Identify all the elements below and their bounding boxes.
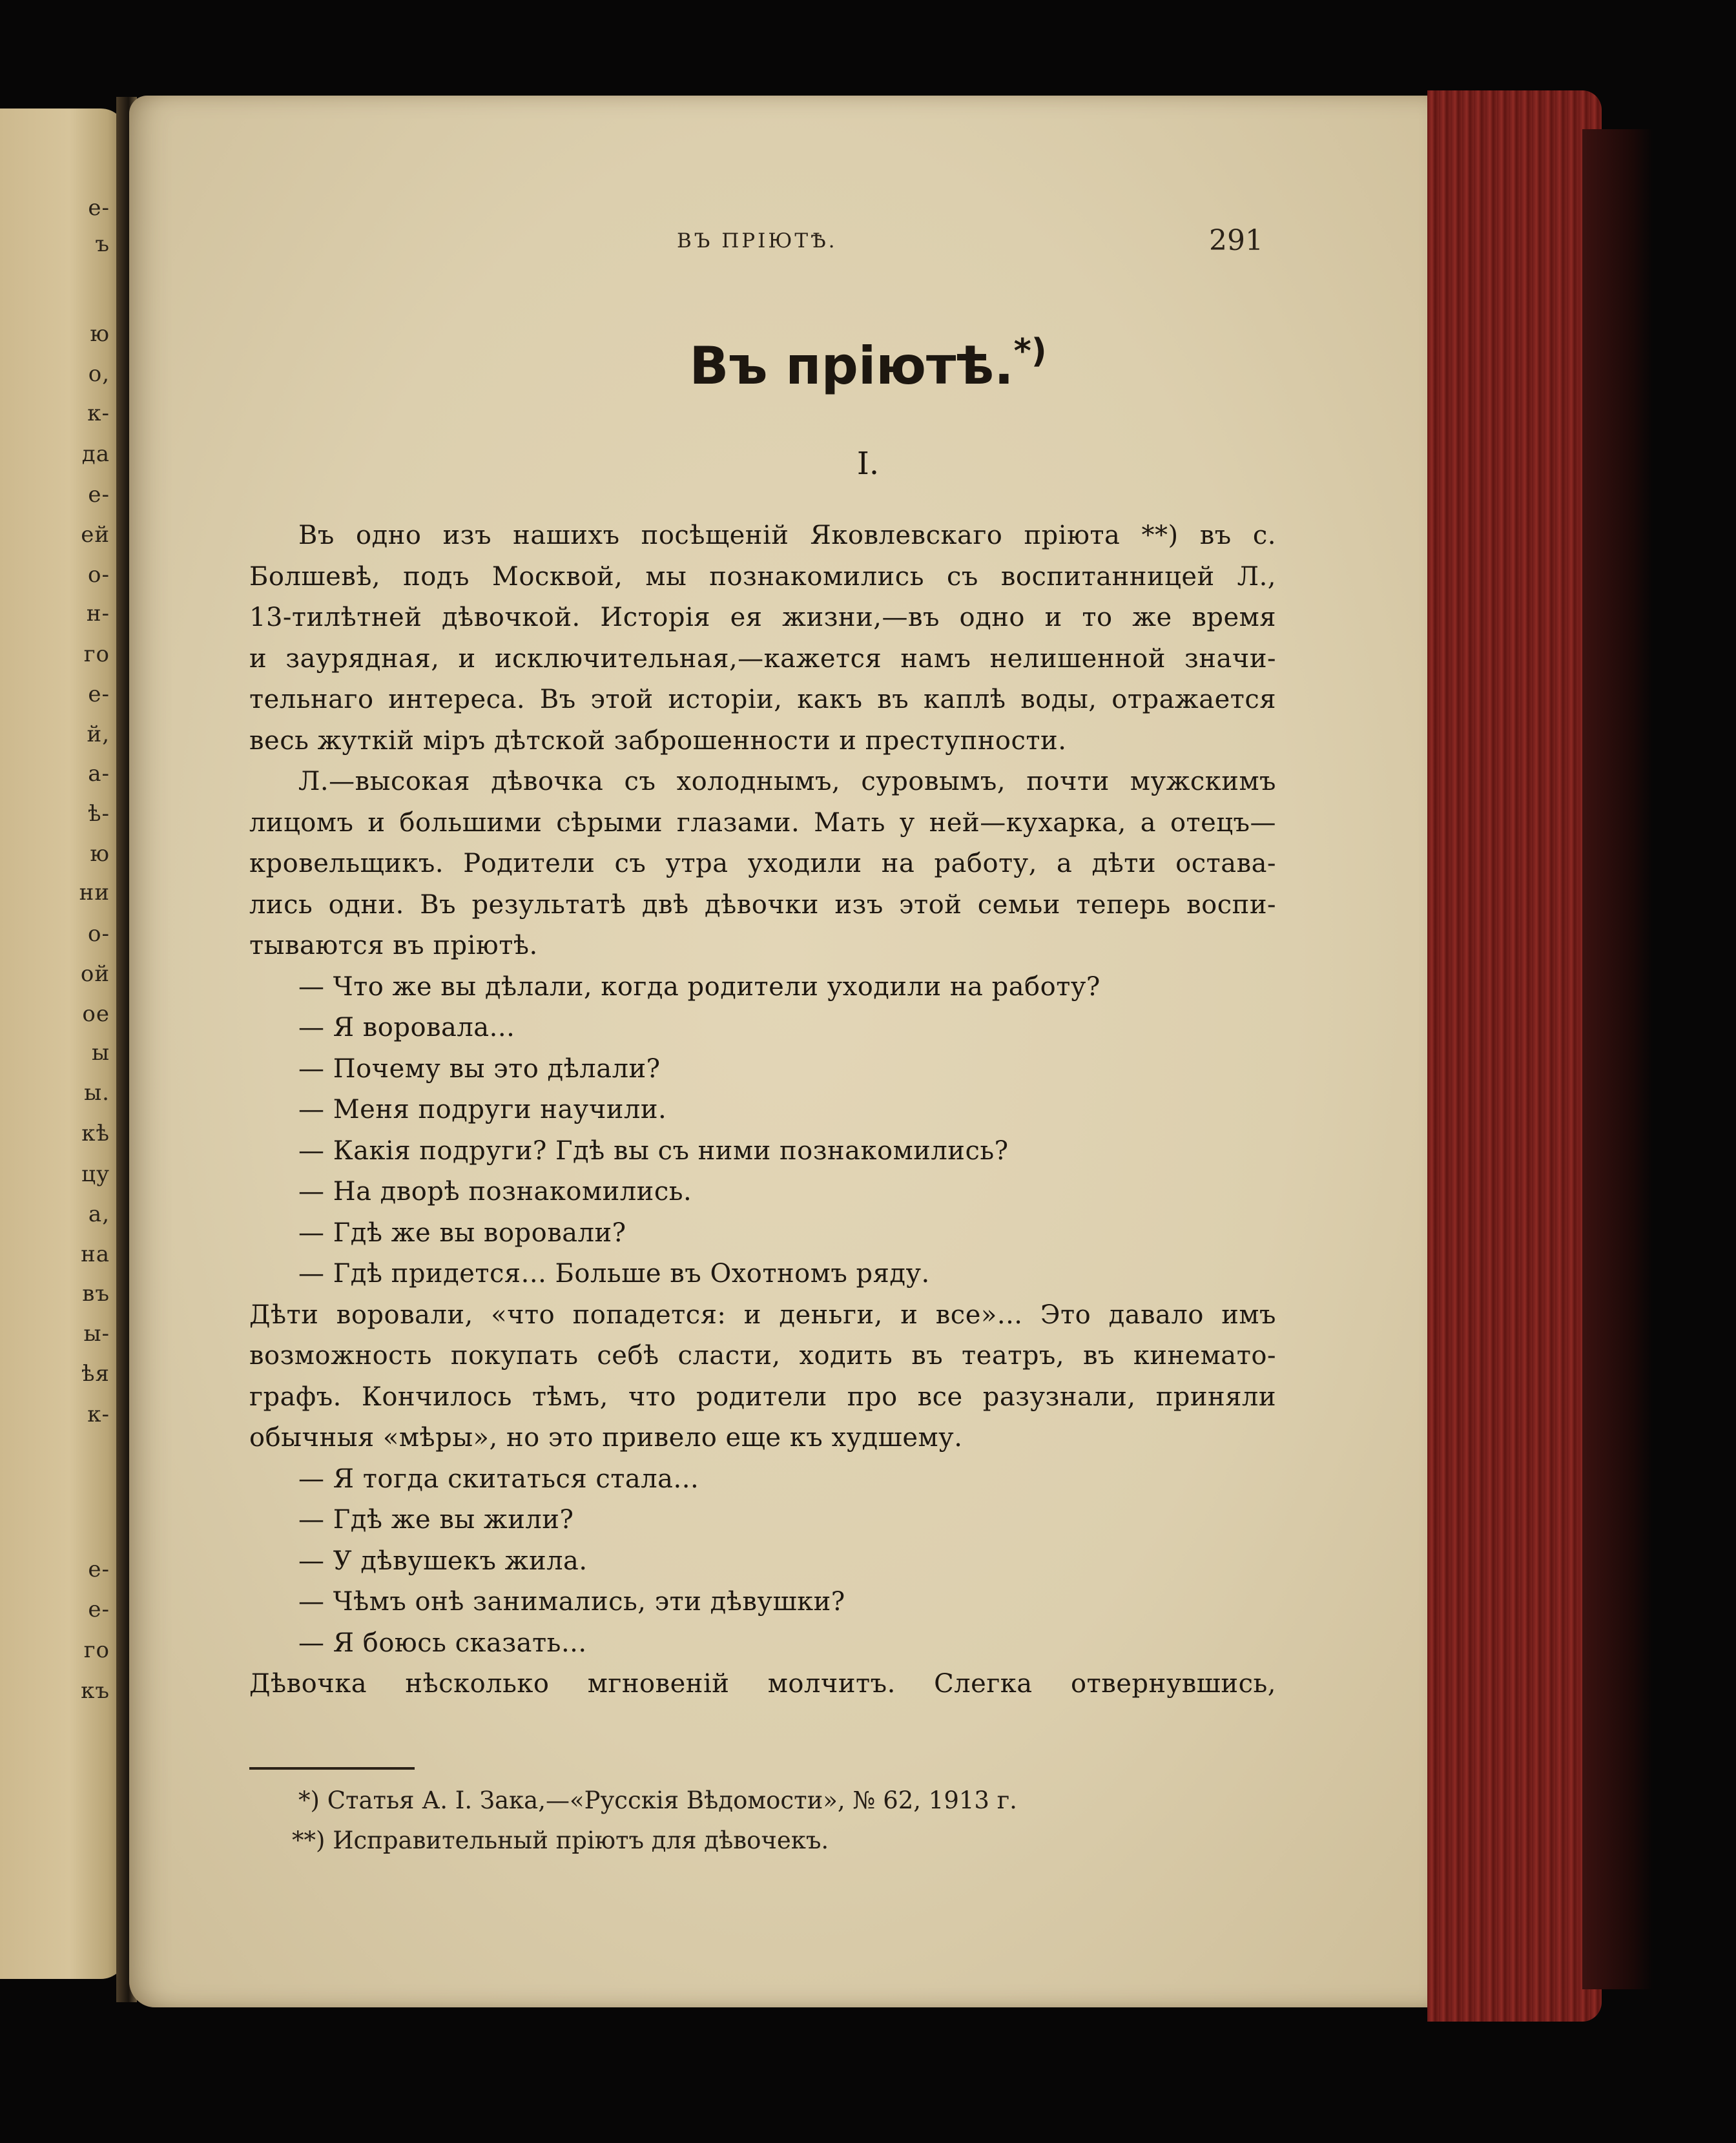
text-line: лись одни. Въ результатѣ двѣ дѣвочки изъ этой семьи теперь воспи- <box>249 889 1276 920</box>
dialogue-line: — Я тогда скитаться стала... <box>298 1464 699 1494</box>
text-line: Дѣвочка нѣсколько мгновеній молчитъ. Слегка отвернувшись, <box>249 1669 1276 1699</box>
text-line: Въ одно изъ нашихъ посѣщеній Яковлевскаго пріюта **) въ с. <box>298 521 1276 550</box>
left-page-fragment: ю <box>90 841 110 867</box>
dialogue-line: — Гдѣ придется... Больше въ Охотномъ ряду. <box>298 1259 930 1289</box>
left-page-fragment: а, <box>88 1201 110 1227</box>
chapter-number: I. <box>856 446 880 482</box>
left-page-fragment: а- <box>88 761 110 787</box>
dialogue-line: — Гдѣ же вы воровали? <box>298 1217 626 1248</box>
left-page-fragment: ое <box>82 1001 110 1027</box>
text-line: весь жуткій міръ дѣтской заброшенности и преступности. <box>249 725 1067 756</box>
left-page-fragment: к- <box>87 400 110 426</box>
dialogue-line: — Я воровала... <box>298 1013 515 1042</box>
text-line: возможность покупать себѣ сласти, ходить въ театръ, въ кинемато- <box>249 1341 1276 1371</box>
dialogue-line: — У дѣвушекъ жила. <box>298 1546 588 1576</box>
text-line: лицомъ и большими сѣрыми глазами. Мать у ней—кухарка, а отецъ— <box>249 807 1276 838</box>
text-line: тываются въ пріютѣ. <box>249 931 538 960</box>
running-head: ВЪ ПРІЮТѢ. <box>677 229 838 253</box>
text-line: 13-тилѣтней дѣвочкой. Исторія ея жизни,—въ одно и то же время <box>249 603 1276 632</box>
article-title <box>0 332 1736 396</box>
left-page-fragment: къ <box>81 1678 110 1704</box>
left-page-fragment: к- <box>87 1402 110 1427</box>
left-page-fragment: е- <box>88 1557 110 1582</box>
left-page-fragment: ъ <box>95 231 110 257</box>
left-page-fragment: о- <box>88 562 110 588</box>
text-line: обычныя «мѣры», но это привело еще къ худшему. <box>249 1423 963 1453</box>
title-footnote-mark: *) <box>1013 332 1047 371</box>
left-page-fragment: ой <box>80 961 110 987</box>
footnote: **) Исправительный пріютъ для дѣвочекъ. <box>292 1827 829 1854</box>
page-number: 291 <box>1209 224 1263 257</box>
footnote: *) Статья А. І. Зака,—«Русскія Вѣдомости», № 62, 1913 г. <box>298 1786 1017 1814</box>
left-page-fragment: кѣ <box>81 1121 110 1146</box>
dialogue-line: — Какія подруги? Гдѣ вы съ ними познакомились? <box>298 1135 1009 1166</box>
left-page-fragment: ы <box>91 1040 110 1066</box>
text-line: Болшевѣ, подъ Москвой, мы познакомились съ воспитанницей Л., <box>249 561 1276 592</box>
dialogue-line: — На дворѣ познакомились. <box>298 1177 692 1206</box>
left-page-fragment: въ <box>82 1281 110 1307</box>
dialogue-line: — Что же вы дѣлали, когда родители уходили на работу? <box>298 971 1100 1002</box>
left-page-fragment: го <box>83 1637 110 1663</box>
left-page-fragment: ѣ- <box>88 801 110 827</box>
text-line: и заурядная, и исключительная,—кажется намъ нелишенной значи- <box>249 643 1276 674</box>
left-page-fragment: н- <box>86 601 110 626</box>
dialogue-line: — Гдѣ же вы жили? <box>298 1505 574 1535</box>
left-page-fragment: цу <box>81 1161 110 1187</box>
article-title-text: Въ пріютѣ. <box>689 336 1014 396</box>
left-page-fragment: на <box>81 1241 110 1267</box>
left-page-fragment: ю <box>90 321 110 347</box>
left-page-fragment: е- <box>88 195 110 221</box>
left-page-fragment: ы- <box>83 1321 110 1347</box>
left-page-fragment: ни <box>79 880 110 906</box>
left-page-fragment: е- <box>88 482 110 508</box>
text-line: кровельщикъ. Родители съ утра уходили на работу, а дѣти остава- <box>249 849 1276 878</box>
left-page-fragment: й, <box>87 721 110 747</box>
dialogue-line: — Почему вы это дѣлали? <box>298 1053 661 1084</box>
left-page-fragment: го <box>83 641 110 667</box>
left-page-fragment: о- <box>88 921 110 947</box>
left-page-fragment: ей <box>81 522 110 548</box>
left-page-fragment: ѣя <box>81 1361 110 1387</box>
dialogue-line: — Чѣмъ онѣ занимались, эти дѣвушки? <box>298 1587 845 1617</box>
text-line: тельнаго интереса. Въ этой исторіи, какъ въ каплѣ воды, отражается <box>249 685 1276 714</box>
book-cover-edge <box>1582 129 1653 1989</box>
left-page-fragment: ы. <box>84 1080 110 1106</box>
footnote-divider <box>249 1767 415 1770</box>
text-line: графъ. Кончилось тѣмъ, что родители про все разузнали, приняли <box>249 1382 1276 1412</box>
left-page-fragment: да <box>81 441 110 467</box>
text-line: Дѣти воровали, «что попадется: и деньги, и все»... Это давало имъ <box>249 1299 1276 1330</box>
dialogue-line: — Меня подруги научили. <box>298 1095 667 1124</box>
text-line: Л.—высокая дѣвочка съ холоднымъ, суровымъ, почти мужскимъ <box>298 767 1276 796</box>
left-page-fragment: е- <box>88 1597 110 1622</box>
left-page-fragment: о, <box>88 361 110 387</box>
left-page-fragment: е- <box>88 681 110 707</box>
dialogue-line: — Я боюсь сказать... <box>298 1628 587 1658</box>
